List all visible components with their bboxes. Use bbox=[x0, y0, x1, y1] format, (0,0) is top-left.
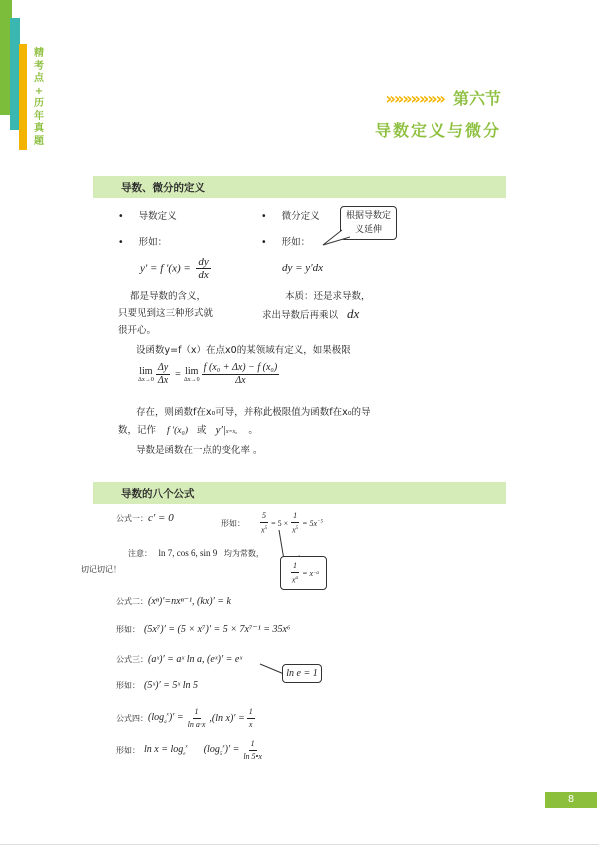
formula-4-example: 形如： $\ln x = \log_e^x$ $(\log_5^x)'$ = $\frac{1}{\ln 5•x}$ bbox=[116, 739, 262, 761]
note-left-2: 只要见到这三种形式就 bbox=[118, 308, 214, 319]
formula-4: 公式四： $(\log_a^x)'$ = $\frac{1}{\text{ln a·x}}$ ,(ln x)′ = $\frac{1}{x}$ bbox=[116, 707, 253, 729]
bullet-text: 微分定义 bbox=[281, 211, 320, 222]
formula-2: 公式二：(xⁿ)′=nxⁿ⁻¹, (kx)′ = k bbox=[116, 596, 231, 607]
formula-2-example: 形如： (5x⁷)′ = (5 × x⁷)′ = 5 × 7x⁷⁻¹ = 35x⁶ bbox=[116, 624, 291, 635]
bullet-text: 形如： bbox=[281, 237, 311, 248]
page-number: 8 bbox=[567, 794, 575, 805]
side-char: 精 bbox=[34, 48, 44, 59]
note-remember: 切记切记！ bbox=[81, 565, 121, 574]
section-heading-bar-2 bbox=[93, 482, 506, 504]
section-number: 第六节 bbox=[452, 89, 501, 108]
formula-1-example: 形如： $\frac{5}{x^5}$ = 5 × $\frac{1}{x^5}$ = $5x^{-5}$ bbox=[221, 511, 323, 535]
note-left-1: 都是导数的含义， bbox=[130, 291, 207, 302]
callout-text: 根据导数定义延伸 bbox=[345, 211, 391, 235]
side-label bbox=[33, 48, 45, 148]
bullet-text: 形如： bbox=[138, 237, 168, 248]
rate-line: 导数是函数在一点的变化率 。 bbox=[136, 445, 263, 456]
side-char: 年 bbox=[34, 110, 44, 122]
note-right-2: 求出导数后再乘以 dx bbox=[262, 306, 360, 321]
side-char: 点 bbox=[34, 73, 44, 84]
section-heading-2: 导数的八个公式 bbox=[121, 488, 195, 500]
section-heading: 导数、微分的定义 bbox=[121, 182, 205, 194]
side-char: 考 bbox=[34, 60, 44, 72]
page-title: 导数定义与微分 bbox=[374, 121, 501, 140]
bullet-form: • 形如： bbox=[118, 237, 168, 248]
section-heading-bar bbox=[93, 176, 506, 198]
header bbox=[386, 86, 501, 109]
side-char: 真 bbox=[34, 123, 44, 134]
note-right-1: 本质：还是求导数， bbox=[285, 291, 371, 302]
arrows-icon: »»»»»»» bbox=[385, 89, 444, 108]
callout-tail bbox=[320, 228, 350, 248]
bullet-text: 导数定义 bbox=[138, 211, 177, 222]
formula-3: 公式三：(aˣ)′ = aˣ ln a, (eˣ)′ = eˣ bbox=[116, 654, 243, 665]
formula-1: 公式一：c′ = 0 bbox=[116, 512, 174, 524]
page-number-badge bbox=[545, 792, 597, 808]
formula-derivative: y′ = f ′(x) = $\frac{dy}{dx}$ bbox=[140, 256, 209, 281]
formula-differential: dy = y′dx bbox=[282, 262, 323, 274]
limit-formula: lim Δx→0 $\frac{\Delta y}{\Delta x}$ = lim Δx→0 $\frac{\text{f (x₀ + Δx) − f (x₀)}}{\Delta x}$ bbox=[138, 362, 278, 386]
side-char: 历 bbox=[34, 98, 44, 109]
note-left-3: 很开心。 bbox=[118, 325, 157, 336]
side-bar-yellow bbox=[19, 44, 27, 150]
exist-line: 存在，则函数f在x₀可导，并称此极限值为函数f在x₀的导 bbox=[136, 407, 371, 418]
formula-3-example: 形如： (5ˣ)′ = 5ˣ ln 5 bbox=[116, 680, 199, 691]
note-constants: 注意： ln 7, cos 6, sin 9 均为常数， bbox=[128, 548, 264, 558]
bullet-differential-def: • 微分定义 bbox=[261, 211, 320, 222]
callout-power-box: $\frac{1}{x^\alpha}$ = x −α bbox=[280, 556, 327, 590]
side-char: + bbox=[34, 85, 44, 97]
definition-line: 设函数y=f（x）在点x0的某领域有定义，如果极限 bbox=[136, 345, 351, 356]
bullet-derivative-def: • 导数定义 bbox=[118, 211, 177, 222]
side-char: 题 bbox=[34, 135, 44, 147]
callout-ln-box: ln e = 1 bbox=[282, 664, 322, 683]
bullet-form-2: • 形如： bbox=[261, 237, 311, 248]
notation-line: 数，记作 f ′(x₀) 或 y′|x=x₀ 。 bbox=[118, 424, 258, 436]
